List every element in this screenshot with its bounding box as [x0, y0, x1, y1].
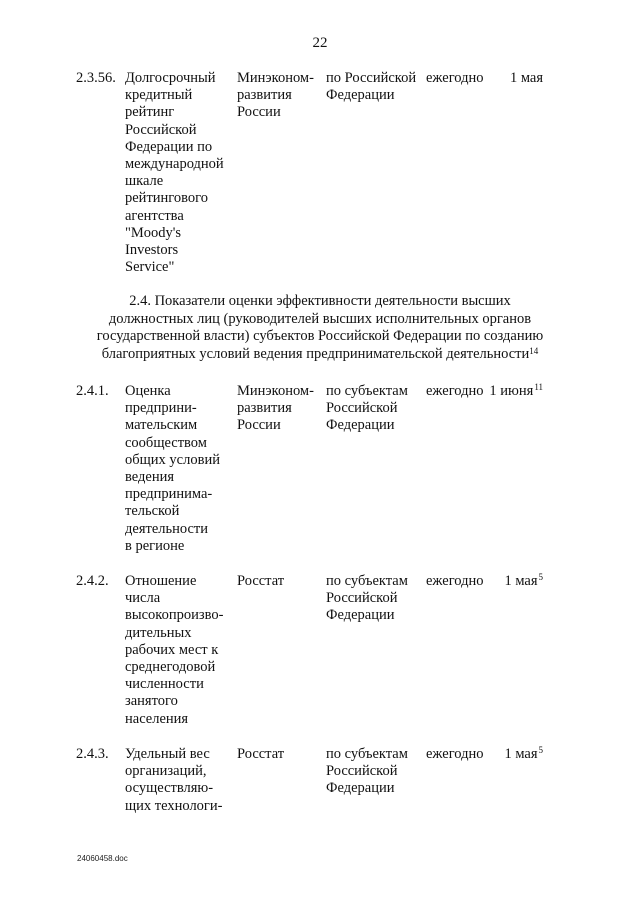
deadline-text: 1 июня: [489, 383, 534, 399]
section-heading: [70, 293, 570, 363]
responsible-agency: Росстат: [237, 573, 285, 589]
responsible-agency: Росстат: [237, 746, 285, 762]
deadline: [510, 70, 543, 87]
row-number: 2.4.3.: [76, 746, 109, 762]
periodicity: ежегодно: [426, 746, 484, 762]
indicator-name: Оценка предприни- мательским сообществом общих условий ведения предпринима- тельской деятельности в регионе: [125, 383, 220, 554]
responsible-agency: Минэконом- развития России: [237, 383, 314, 434]
row-number: 2.4.2.: [76, 573, 109, 589]
document-filename: 24060458.doc: [77, 854, 128, 863]
section-heading-text: 2.4. Показатели оценки эффективности деятельности высших должностных лиц (руководителей высших исполнительных органов государственной власти) субъектов Российской Федерации по созданию благоприятных условий ведения предпринимательской деятельности: [96, 293, 544, 362]
data-level: по субъектам Российской Федерации: [326, 573, 408, 624]
periodicity: ежегодно: [426, 383, 484, 399]
footnote-ref: 14: [529, 345, 539, 356]
row-number: 2.3.56.: [76, 70, 116, 86]
deadline: [504, 573, 543, 590]
footnote-ref: 11: [534, 382, 543, 392]
data-level: по субъектам Российской Федерации: [326, 746, 408, 797]
footnote-ref: 5: [538, 572, 543, 582]
deadline: [504, 746, 543, 763]
responsible-agency: Минэконом- развития России: [237, 70, 314, 121]
deadline: [489, 383, 543, 400]
footnote-ref: 5: [538, 745, 543, 755]
data-level: по субъектам Российской Федерации: [326, 383, 408, 434]
deadline-text: 1 мая: [504, 573, 538, 589]
periodicity: ежегодно: [426, 70, 484, 86]
page-number: 22: [312, 35, 328, 51]
deadline-text: 1 мая: [504, 746, 538, 762]
indicator-name: Долгосрочный кредитный рейтинг Российской Федерации по международной шкале рейтингового агентства "Moody's Investors Service": [125, 70, 224, 276]
data-level: по Российской Федерации: [326, 70, 417, 104]
periodicity: ежегодно: [426, 573, 484, 589]
indicator-name: Удельный вес организаций, осуществляю- щих технологи-: [125, 746, 223, 814]
deadline-text: 1 мая: [509, 70, 543, 86]
row-number: 2.4.1.: [76, 383, 109, 399]
indicator-name: Отношение числа высокопроизво- дительных рабочих мест к среднегодовой численности занятого населения: [125, 573, 224, 727]
